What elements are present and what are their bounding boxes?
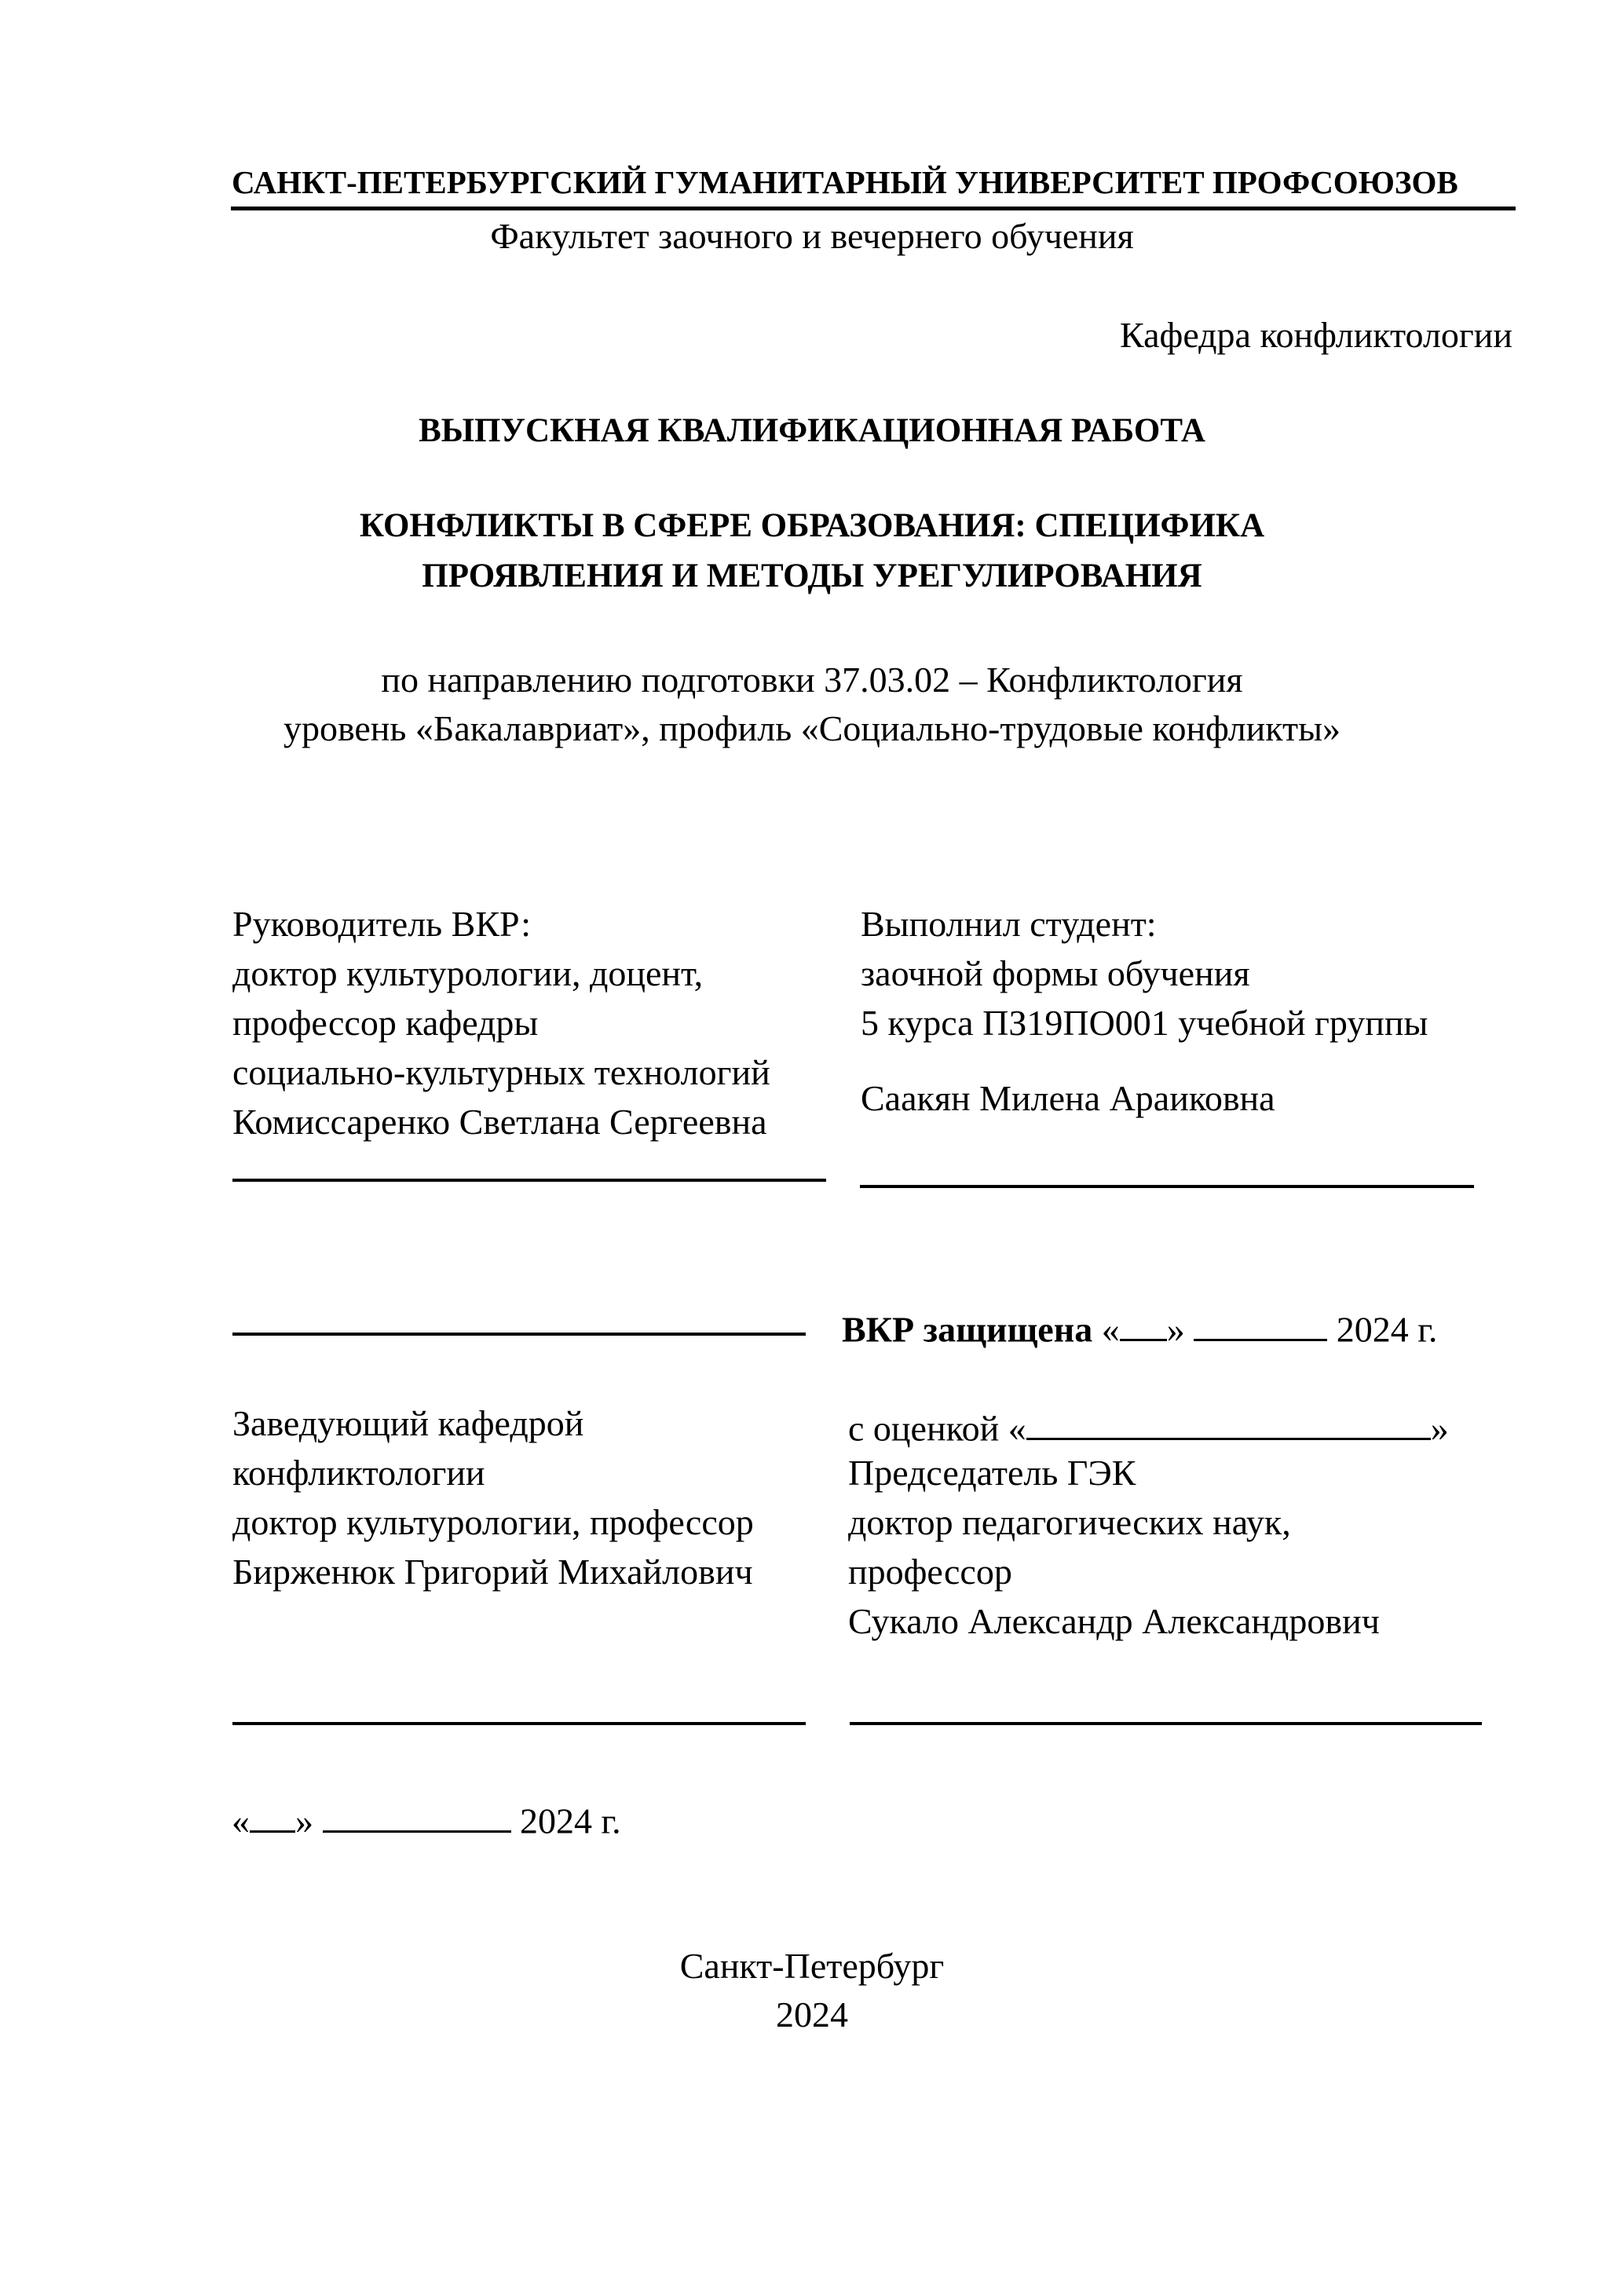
head-title: Заведующий кафедрой [232, 1403, 584, 1443]
student-group: 5 курса ПЗ19ПО001 учебной группы [861, 1003, 1428, 1043]
date-day-blank [250, 1798, 295, 1833]
head-name: Бирженюк Григорий Михайлович [232, 1552, 753, 1592]
student-name: Саакян Милена Араиковна [861, 1078, 1275, 1118]
supervisor-name: Комиссаренко Светлана Сергеевна [232, 1102, 767, 1142]
head-department: конфликтологии [232, 1453, 485, 1493]
topic-line-2: ПРОЯВЛЕНИЯ И МЕТОДЫ УРЕГУЛИРОВАНИЯ [422, 558, 1202, 594]
university-name: САНКТ-ПЕТЕРБУРГСКИЙ ГУМАНИТАРНЫЙ УНИВЕРСИТЕТ ПРОФСОЮЗОВ [232, 164, 1458, 200]
defense-month-blank [1194, 1307, 1327, 1341]
defense-year: 2024 г. [1336, 1309, 1438, 1350]
faculty-name: Факультет заочного и вечернего обучения [490, 216, 1134, 256]
grade-suffix: » [1430, 1408, 1449, 1449]
direction-line-1: по направлению подготовки 37.03.02 – Конфликтология [381, 660, 1243, 700]
grade-prefix: с оценкой « [848, 1408, 1026, 1449]
grade-blank [1026, 1406, 1431, 1440]
supervisor-degree: доктор культурологии, доцент, [232, 953, 704, 993]
footer-year: 2024 [776, 1994, 848, 2035]
head-signature-line [232, 1722, 806, 1725]
admission-signature-line [232, 1333, 806, 1336]
work-type-title: ВЫПУСКНАЯ КВАЛИФИКАЦИОННАЯ РАБОТА [419, 412, 1205, 449]
topic-line-1: КОНФЛИКТЫ В СФЕРЕ ОБРАЗОВАНИЯ: СПЕЦИФИКА [359, 507, 1265, 544]
head-degree: доктор культурологии, профессор [232, 1502, 754, 1542]
defense-open-quote: « [1101, 1309, 1120, 1350]
student-study-form: заочной формы обучения [861, 953, 1250, 993]
date-open-quote: « [232, 1801, 250, 1841]
date-year: 2024 г. [520, 1801, 621, 1841]
grade-line [848, 1406, 1449, 1449]
date-month-blank [323, 1798, 511, 1833]
supervisor-department: социально-культурных технологий [232, 1052, 770, 1092]
gek-position: профессор [848, 1552, 1012, 1592]
footer-city: Санкт-Петербург [679, 1946, 945, 1986]
gek-degree: доктор педагогических наук, [848, 1502, 1291, 1542]
department-name: Кафедра конфликтологии [1120, 315, 1512, 355]
gek-title: Председатель ГЭК [848, 1453, 1136, 1493]
defense-status [842, 1307, 1438, 1350]
direction-line-2: уровень «Бакалавриат», профиль «Социально-трудовые конфликты» [283, 708, 1341, 748]
defense-close-quote: » [1166, 1309, 1185, 1350]
defense-label: ВКР защищена [842, 1309, 1093, 1350]
student-signature-line [860, 1185, 1474, 1188]
student-label: Выполнил студент: [861, 904, 1157, 944]
supervisor-position: профессор кафедры [232, 1003, 539, 1043]
gek-name: Сукало Александр Александрович [848, 1601, 1380, 1641]
header-rule [231, 207, 1516, 210]
date-line [232, 1798, 621, 1839]
gek-signature-line [850, 1722, 1482, 1725]
supervisor-signature-line [232, 1179, 826, 1182]
defense-day-blank [1120, 1307, 1167, 1341]
supervisor-label: Руководитель ВКР: [232, 904, 532, 944]
date-close-quote: » [295, 1801, 313, 1841]
